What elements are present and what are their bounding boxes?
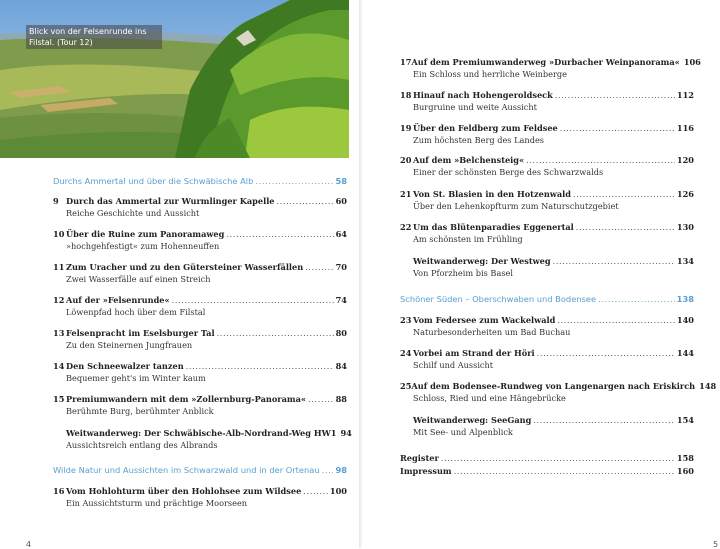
leader-dots bbox=[277, 195, 334, 207]
register-title: Register bbox=[400, 453, 439, 463]
tour-number: 15 bbox=[53, 394, 65, 404]
tour-number: 12 bbox=[53, 295, 65, 305]
toc-entry-21[interactable] bbox=[400, 188, 694, 212]
tour-description: Löwenpfad hoch über dem Filstal bbox=[66, 307, 206, 317]
toc-entry-9[interactable] bbox=[53, 195, 347, 219]
section-title: Durchs Ammertal und über die Schwäbische Alb bbox=[53, 176, 254, 186]
tour-number: 23 bbox=[400, 315, 412, 325]
toc-entry-19[interactable] bbox=[400, 122, 694, 146]
toc-entry-register[interactable] bbox=[400, 452, 694, 464]
tour-page: 148 bbox=[699, 381, 717, 391]
section-page: 98 bbox=[335, 465, 347, 475]
tour-title: Felsenpracht im Eselsburger Tal bbox=[66, 328, 215, 338]
tour-number: 14 bbox=[53, 361, 65, 371]
tour-number: 21 bbox=[400, 189, 412, 199]
leader-dots bbox=[560, 122, 675, 134]
toc-entry-25[interactable] bbox=[400, 380, 717, 404]
tour-description: Am schönsten im Frühling bbox=[413, 234, 523, 244]
tour-number: 24 bbox=[400, 348, 412, 358]
tour-page: 116 bbox=[676, 123, 694, 133]
tour-number: 16 bbox=[53, 486, 65, 496]
leader-dots bbox=[308, 393, 334, 405]
tour-number: 18 bbox=[400, 90, 412, 100]
tour-page: 100 bbox=[329, 486, 347, 496]
section-header-oberschwaben-bodensee[interactable] bbox=[400, 294, 694, 304]
tour-title: Auf der »Felsenrunde« bbox=[66, 295, 170, 305]
toc-entry-17[interactable] bbox=[400, 56, 701, 80]
page-number-left: 4 bbox=[26, 540, 32, 549]
tour-page: 94 bbox=[340, 428, 352, 438]
tour-description: Ein Aussichtsturm und prächtige Moorseen bbox=[66, 498, 248, 508]
tour-number: 9 bbox=[53, 196, 59, 206]
leader-dots bbox=[576, 221, 675, 233]
section-page: 58 bbox=[335, 176, 347, 186]
tour-title: Weitwanderweg: Der Schwäbische-Alb-Nordrand-Weg HW1 bbox=[66, 428, 337, 438]
toc-entry-11[interactable] bbox=[53, 261, 347, 285]
toc-entry-hw1[interactable] bbox=[66, 427, 352, 451]
leader-dots bbox=[537, 347, 675, 359]
tour-description: Reiche Geschichte und Aussicht bbox=[66, 208, 200, 218]
toc-entry-10[interactable] bbox=[53, 228, 347, 252]
tour-title: Von St. Blasien in den Hotzenwald bbox=[413, 189, 571, 199]
tour-page: 106 bbox=[683, 57, 701, 67]
tour-description: Schloss, Ried und eine Hängebrücke bbox=[413, 393, 566, 403]
leader-dots bbox=[573, 188, 675, 200]
toc-entry-18[interactable] bbox=[400, 89, 694, 113]
tour-description: Zwei Wasserfälle auf einen Streich bbox=[66, 274, 211, 284]
toc-entry-23[interactable] bbox=[400, 314, 694, 338]
toc-entry-12[interactable] bbox=[53, 294, 347, 318]
tour-number: 25 bbox=[400, 381, 412, 391]
tour-page: 130 bbox=[676, 222, 694, 232]
toc-entry-24[interactable] bbox=[400, 347, 694, 371]
tour-description: Zu den Steinernen Jungfrauen bbox=[66, 340, 193, 350]
toc-entry-16[interactable] bbox=[53, 485, 347, 509]
toc-entry-15[interactable] bbox=[53, 393, 347, 417]
toc-entry-13[interactable] bbox=[53, 327, 347, 351]
tour-title: Über den Feldberg zum Feldsee bbox=[413, 123, 558, 133]
photo-caption: Blick von der Felsenrunde ins Filstal. (Tour 12) bbox=[26, 25, 162, 49]
tour-title: Zum Uracher und zu den Gütersteiner Wasserfällen bbox=[66, 262, 304, 272]
leader-dots bbox=[555, 89, 675, 101]
tour-page: 120 bbox=[676, 155, 694, 165]
tour-description: »hochgehfestigt« zum Hohenneuffen bbox=[66, 241, 220, 251]
tour-page: 140 bbox=[676, 315, 694, 325]
tour-page: 84 bbox=[335, 361, 347, 371]
tour-page: 60 bbox=[335, 196, 347, 206]
tour-number: 17 bbox=[400, 57, 412, 67]
toc-entry-westweg[interactable] bbox=[413, 255, 694, 279]
tour-description: Zum höchsten Berg des Landes bbox=[413, 135, 544, 145]
tour-description: Schilf und Aussicht bbox=[413, 360, 494, 370]
tour-page: 154 bbox=[676, 415, 694, 425]
tour-description: Mit See- und Alpenblick bbox=[413, 427, 513, 437]
register-page: 158 bbox=[676, 453, 694, 463]
tour-number: 13 bbox=[53, 328, 65, 338]
tour-title: Vorbei am Strand der Höri bbox=[413, 348, 535, 358]
landscape-photo bbox=[0, 0, 349, 158]
tour-description: Über den Lehenkopfturm zum Naturschutzgebiet bbox=[413, 201, 619, 211]
impressum-page: 160 bbox=[676, 466, 694, 476]
leader-dots bbox=[172, 294, 334, 306]
toc-entry-seegang[interactable] bbox=[413, 414, 694, 438]
leader-dots bbox=[553, 255, 675, 267]
tour-title: Auf dem »Belchensteig« bbox=[413, 155, 525, 165]
tour-page: 88 bbox=[335, 394, 347, 404]
tour-title: Hinauf nach Hohengeroldseck bbox=[413, 90, 553, 100]
tour-number: 20 bbox=[400, 155, 412, 165]
tour-title: Um das Blütenparadies Eggenertal bbox=[413, 222, 574, 232]
toc-entry-14[interactable] bbox=[53, 360, 347, 384]
tour-title: Weitwanderweg: Der Westweg bbox=[413, 256, 551, 266]
leader-dots bbox=[454, 465, 675, 477]
section-title: Schöner Süden – Oberschwaben und Bodensee bbox=[400, 294, 597, 304]
tour-page: 80 bbox=[335, 328, 347, 338]
tour-page: 64 bbox=[335, 229, 347, 239]
section-header-ammertal-alb[interactable] bbox=[53, 176, 347, 186]
leader-dots bbox=[226, 228, 333, 240]
tour-number: 11 bbox=[53, 262, 65, 272]
toc-entry-22[interactable] bbox=[400, 221, 694, 245]
leader-dots bbox=[303, 485, 328, 497]
leader-dots bbox=[305, 261, 333, 273]
tour-title: Über die Ruine zum Panoramaweg bbox=[66, 229, 225, 239]
toc-entry-20[interactable] bbox=[400, 154, 694, 178]
tour-description: Von Pforzheim bis Basel bbox=[413, 268, 513, 278]
leader-dots bbox=[186, 360, 334, 372]
tour-page: 70 bbox=[335, 262, 347, 272]
tour-page: 74 bbox=[335, 295, 347, 305]
tour-description: Ein Schloss und herrliche Weinberge bbox=[413, 69, 567, 79]
leader-dots bbox=[255, 176, 333, 186]
leader-dots bbox=[557, 314, 675, 326]
tour-title: Premiumwandern mit dem »Zollernburg-Panorama« bbox=[66, 394, 307, 404]
tour-title: Durch das Ammertal zur Wurmlinger Kapelle bbox=[66, 196, 275, 206]
leader-dots bbox=[322, 465, 334, 475]
tour-number: 19 bbox=[400, 123, 412, 133]
section-title: Wilde Natur und Aussichten im Schwarzwald und in der Ortenau bbox=[53, 465, 320, 475]
leader-dots bbox=[441, 452, 675, 464]
tour-description: Bequemer geht's im Winter kaum bbox=[66, 373, 206, 383]
tour-title: Vom Hohlohturm über den Hohlohsee zum Wildsee bbox=[66, 486, 302, 496]
tour-number: 10 bbox=[53, 229, 65, 239]
tour-description: Naturbesonderheiten um Bad Buchau bbox=[413, 327, 571, 337]
tour-title: Den Schneewalzer tanzen bbox=[66, 361, 184, 371]
tour-number: 22 bbox=[400, 222, 412, 232]
tour-page: 126 bbox=[676, 189, 694, 199]
leader-dots bbox=[217, 327, 334, 339]
filstal-landscape-image bbox=[0, 0, 349, 158]
tour-description: Aussichtsreich entlang des Albrands bbox=[66, 440, 218, 450]
tour-title: Weitwanderweg: SeeGang bbox=[413, 415, 532, 425]
right-page bbox=[361, 0, 720, 548]
impressum-title: Impressum bbox=[400, 466, 452, 476]
toc-entry-impressum[interactable] bbox=[400, 465, 694, 477]
section-header-schwarzwald-ortenau[interactable] bbox=[53, 465, 347, 475]
tour-description: Berühmte Burg, berühmter Anblick bbox=[66, 406, 214, 416]
tour-page: 144 bbox=[676, 348, 694, 358]
tour-title: Auf dem Premiumwanderweg »Durbacher Weinpanorama« bbox=[411, 57, 680, 67]
page-number-right: 5 bbox=[713, 540, 719, 549]
tour-title: Auf dem Bodensee-Rundweg von Langenargen nach Eriskirch bbox=[411, 381, 696, 391]
tour-page: 112 bbox=[676, 90, 694, 100]
tour-description: Einer der schönsten Berge des Schwarzwalds bbox=[413, 167, 604, 177]
leader-dots bbox=[526, 154, 675, 166]
tour-page: 134 bbox=[676, 256, 694, 266]
left-page bbox=[0, 0, 360, 548]
section-page: 138 bbox=[676, 294, 694, 304]
leader-dots bbox=[598, 294, 675, 304]
tour-description: Burgruine und weite Aussicht bbox=[413, 102, 537, 112]
leader-dots bbox=[533, 414, 675, 426]
tour-title: Vom Federsee zum Wackelwald bbox=[413, 315, 556, 325]
